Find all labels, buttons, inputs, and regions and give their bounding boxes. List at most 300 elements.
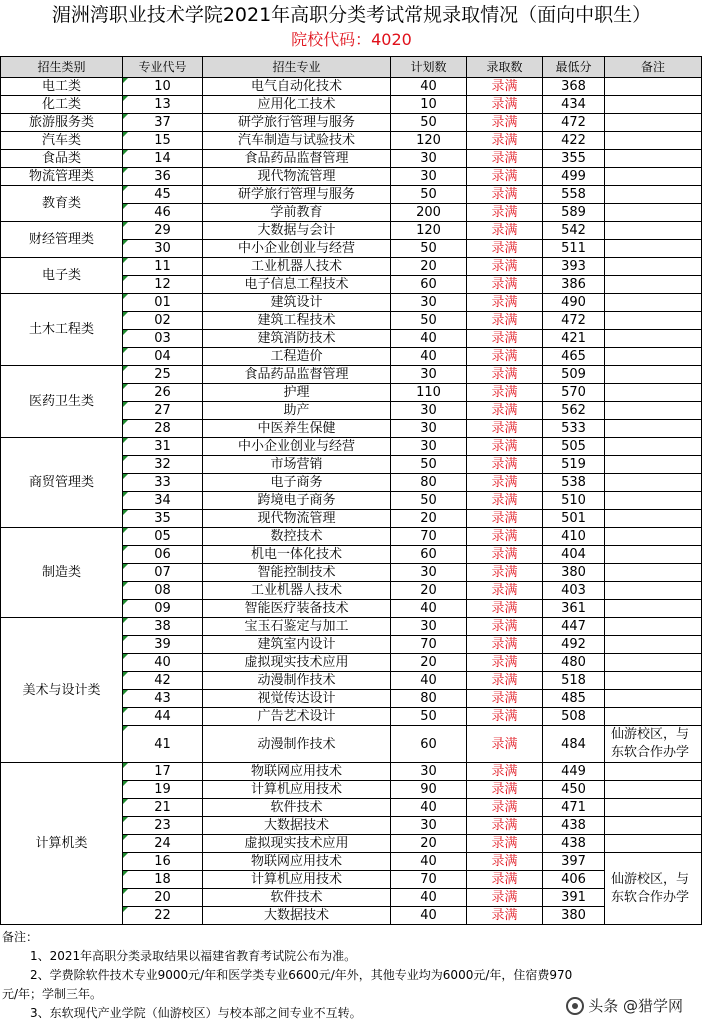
remarks-cell: [605, 528, 702, 546]
min-score-cell: 368: [543, 78, 605, 96]
status-cell: 录满: [467, 150, 543, 168]
code-cell: 42: [123, 672, 203, 690]
major-cell: 数控技术: [203, 528, 391, 546]
remarks-cell: [605, 817, 702, 835]
header-min-score: 最低分: [543, 57, 605, 78]
code-cell: 26: [123, 384, 203, 402]
remarks-cell: [605, 222, 702, 240]
remarks-cell: [605, 763, 702, 781]
plan-cell: 30: [391, 294, 467, 312]
remarks-cell: [605, 690, 702, 708]
min-score-cell: 397: [543, 853, 605, 871]
major-cell: 食品药品监督管理: [203, 150, 391, 168]
min-score-cell: 406: [543, 871, 605, 889]
min-score-cell: 492: [543, 636, 605, 654]
major-cell: 中小企业创业与经营: [203, 240, 391, 258]
plan-cell: 20: [391, 258, 467, 276]
table-header-row: [1, 57, 702, 78]
table-row: [1, 96, 702, 114]
major-cell: 工业机器人技术: [203, 582, 391, 600]
code-cell: 06: [123, 546, 203, 564]
min-score-cell: 505: [543, 438, 605, 456]
major-cell: 机电一体化技术: [203, 546, 391, 564]
page-title: 湄洲湾职业技术学院2021年高职分类考试常规录取情况（面向中职生）: [51, 4, 652, 26]
status-cell: 录满: [467, 871, 543, 889]
plan-cell: 50: [391, 114, 467, 132]
plan-cell: 40: [391, 600, 467, 618]
category-cell: 医药卫生类: [1, 366, 123, 438]
status-cell: 录满: [467, 835, 543, 853]
remarks-cell: [605, 330, 702, 348]
plan-cell: 90: [391, 781, 467, 799]
table-row: [1, 763, 702, 781]
min-score-cell: 501: [543, 510, 605, 528]
status-cell: 录满: [467, 384, 543, 402]
table-row: [1, 78, 702, 96]
remarks-cell: [605, 438, 702, 456]
remarks-cell: [605, 240, 702, 258]
major-cell: 建筑设计: [203, 294, 391, 312]
remarks-cell: [605, 366, 702, 384]
major-cell: 物联网应用技术: [203, 853, 391, 871]
remarks-cell: [605, 78, 702, 96]
plan-cell: 50: [391, 312, 467, 330]
plan-cell: 50: [391, 492, 467, 510]
status-cell: 录满: [467, 654, 543, 672]
status-cell: 录满: [467, 763, 543, 781]
major-cell: 视觉传达设计: [203, 690, 391, 708]
major-cell: 护理: [203, 384, 391, 402]
table-row: [1, 132, 702, 150]
status-cell: 录满: [467, 330, 543, 348]
min-score-cell: 490: [543, 294, 605, 312]
major-cell: 宝玉石鉴定与加工: [203, 618, 391, 636]
status-cell: 录满: [467, 510, 543, 528]
status-cell: 录满: [467, 907, 543, 925]
min-score-cell: 410: [543, 528, 605, 546]
toutiao-icon: [566, 997, 584, 1015]
major-cell: 工业机器人技术: [203, 258, 391, 276]
min-score-cell: 511: [543, 240, 605, 258]
status-cell: 录满: [467, 672, 543, 690]
code-cell: 17: [123, 763, 203, 781]
plan-cell: 40: [391, 799, 467, 817]
major-cell: 大数据技术: [203, 907, 391, 925]
note-item: 元/年；学制三年。: [2, 987, 103, 1001]
code-cell: 40: [123, 654, 203, 672]
plan-cell: 50: [391, 708, 467, 726]
table-row: [1, 150, 702, 168]
table-row: [1, 294, 702, 312]
remarks-cell: [605, 168, 702, 186]
code-cell: 25: [123, 366, 203, 384]
major-cell: 现代物流管理: [203, 168, 391, 186]
code-cell: 16: [123, 853, 203, 871]
table-row: [1, 114, 702, 132]
status-cell: 录满: [467, 168, 543, 186]
min-score-cell: 450: [543, 781, 605, 799]
min-score-cell: 449: [543, 763, 605, 781]
code-cell: 08: [123, 582, 203, 600]
remarks-cell: [605, 564, 702, 582]
status-cell: 录满: [467, 564, 543, 582]
min-score-cell: 509: [543, 366, 605, 384]
min-score-cell: 499: [543, 168, 605, 186]
remarks-cell: [605, 600, 702, 618]
status-cell: 录满: [467, 546, 543, 564]
major-cell: 智能医疗装备技术: [203, 600, 391, 618]
plan-cell: 40: [391, 907, 467, 925]
plan-cell: 30: [391, 420, 467, 438]
remarks-cell: [605, 186, 702, 204]
min-score-cell: 403: [543, 582, 605, 600]
code-cell: 20: [123, 889, 203, 907]
category-cell: 制造类: [1, 528, 123, 618]
remarks-cell: [605, 276, 702, 294]
remarks-cell: [605, 204, 702, 222]
plan-cell: 40: [391, 78, 467, 96]
remarks-cell: [605, 582, 702, 600]
min-score-cell: 422: [543, 132, 605, 150]
status-cell: 录满: [467, 132, 543, 150]
min-score-cell: 447: [543, 618, 605, 636]
code-cell: 37: [123, 114, 203, 132]
code-cell: 13: [123, 96, 203, 114]
code-cell: 09: [123, 600, 203, 618]
major-cell: 汽车制造与试验技术: [203, 132, 391, 150]
code-cell: 02: [123, 312, 203, 330]
major-cell: 电子信息工程技术: [203, 276, 391, 294]
school-code: 院校代码：4020: [291, 30, 412, 49]
code-cell: 14: [123, 150, 203, 168]
notes-heading: 备注：: [2, 930, 39, 944]
header-code: 专业代号: [123, 57, 203, 78]
status-cell: 录满: [467, 240, 543, 258]
plan-cell: 30: [391, 168, 467, 186]
min-score-cell: 438: [543, 835, 605, 853]
major-cell: 市场营销: [203, 456, 391, 474]
plan-cell: 30: [391, 402, 467, 420]
category-cell: 教育类: [1, 186, 123, 222]
status-cell: 录满: [467, 114, 543, 132]
min-score-cell: 558: [543, 186, 605, 204]
min-score-cell: 589: [543, 204, 605, 222]
min-score-cell: 472: [543, 114, 605, 132]
major-cell: 现代物流管理: [203, 510, 391, 528]
min-score-cell: 533: [543, 420, 605, 438]
code-cell: 01: [123, 294, 203, 312]
category-cell: 电工类: [1, 78, 123, 96]
code-cell: 19: [123, 781, 203, 799]
code-cell: 21: [123, 799, 203, 817]
code-cell: 36: [123, 168, 203, 186]
status-cell: 录满: [467, 204, 543, 222]
min-score-cell: 404: [543, 546, 605, 564]
note-item: 3、东软现代产业学院（仙游校区）与校本部之间专业不互转。: [30, 1006, 362, 1020]
plan-cell: 50: [391, 240, 467, 258]
major-cell: 跨境电子商务: [203, 492, 391, 510]
header-plan: 计划数: [391, 57, 467, 78]
remarks-cell: [605, 312, 702, 330]
status-cell: 录满: [467, 474, 543, 492]
major-cell: 应用化工技术: [203, 96, 391, 114]
remarks-cell: [605, 781, 702, 799]
code-cell: 34: [123, 492, 203, 510]
min-score-cell: 538: [543, 474, 605, 492]
major-cell: 广告艺术设计: [203, 708, 391, 726]
code-cell: 07: [123, 564, 203, 582]
min-score-cell: 391: [543, 889, 605, 907]
min-score-cell: 386: [543, 276, 605, 294]
table-row: [1, 222, 702, 240]
status-cell: 录满: [467, 492, 543, 510]
code-cell: 31: [123, 438, 203, 456]
plan-cell: 60: [391, 546, 467, 564]
min-score-cell: 434: [543, 96, 605, 114]
plan-cell: 50: [391, 186, 467, 204]
remarks-cell: [605, 258, 702, 276]
major-cell: 虚拟现实技术应用: [203, 835, 391, 853]
major-cell: 软件技术: [203, 889, 391, 907]
table-row: [1, 618, 702, 636]
status-cell: 录满: [467, 781, 543, 799]
status-cell: 录满: [467, 366, 543, 384]
plan-cell: 20: [391, 510, 467, 528]
status-cell: 录满: [467, 636, 543, 654]
status-cell: 录满: [467, 853, 543, 871]
table-row: [1, 438, 702, 456]
note-item: 2、学费除软件技术专业9000元/年和医学类专业6600元/年外，其他专业均为6000元/年，住宿费970: [30, 968, 573, 982]
category-cell: 食品类: [1, 150, 123, 168]
header-category: 招生类别: [1, 57, 123, 78]
min-score-cell: 518: [543, 672, 605, 690]
table-row: [1, 258, 702, 276]
plan-cell: 80: [391, 474, 467, 492]
status-cell: 录满: [467, 312, 543, 330]
remarks-cell: [605, 402, 702, 420]
code-cell: 15: [123, 132, 203, 150]
major-cell: 大数据与会计: [203, 222, 391, 240]
remarks-cell: [605, 636, 702, 654]
remarks-cell: [605, 799, 702, 817]
plan-cell: 20: [391, 654, 467, 672]
major-cell: 计算机应用技术: [203, 781, 391, 799]
status-cell: 录满: [467, 799, 543, 817]
plan-cell: 110: [391, 384, 467, 402]
status-cell: 录满: [467, 582, 543, 600]
status-cell: 录满: [467, 96, 543, 114]
plan-cell: 200: [391, 204, 467, 222]
min-score-cell: 480: [543, 654, 605, 672]
remarks-cell: [605, 384, 702, 402]
min-score-cell: 472: [543, 312, 605, 330]
plan-cell: 70: [391, 528, 467, 546]
table-body: [1, 78, 702, 925]
watermark: [560, 993, 689, 1018]
min-score-cell: 485: [543, 690, 605, 708]
min-score-cell: 465: [543, 348, 605, 366]
code-cell: 11: [123, 258, 203, 276]
major-cell: 电气自动化技术: [203, 78, 391, 96]
remarks-cell: [605, 492, 702, 510]
plan-cell: 30: [391, 366, 467, 384]
plan-cell: 40: [391, 672, 467, 690]
min-score-cell: 484: [543, 726, 605, 763]
remarks-cell: [605, 474, 702, 492]
remarks-cell: [605, 96, 702, 114]
status-cell: 录满: [467, 726, 543, 763]
plan-cell: 40: [391, 330, 467, 348]
remarks-cell: [605, 835, 702, 853]
plan-cell: 40: [391, 853, 467, 871]
remarks-cell: [605, 708, 702, 726]
code-cell: 27: [123, 402, 203, 420]
category-cell: 电子类: [1, 258, 123, 294]
major-cell: 助产: [203, 402, 391, 420]
min-score-cell: 380: [543, 564, 605, 582]
status-cell: 录满: [467, 618, 543, 636]
code-cell: 10: [123, 78, 203, 96]
status-cell: 录满: [467, 222, 543, 240]
remarks-cell: [605, 618, 702, 636]
remarks-cell: [605, 114, 702, 132]
table-row: [1, 528, 702, 546]
min-score-cell: 438: [543, 817, 605, 835]
table-row: [1, 366, 702, 384]
code-cell: 43: [123, 690, 203, 708]
plan-cell: 20: [391, 582, 467, 600]
header-remarks: 备注: [605, 57, 702, 78]
remarks-cell: [605, 654, 702, 672]
min-score-cell: 393: [543, 258, 605, 276]
code-cell: 33: [123, 474, 203, 492]
watermark-text: 头条 @猎学网: [588, 997, 683, 1015]
code-cell: 04: [123, 348, 203, 366]
major-cell: 软件技术: [203, 799, 391, 817]
plan-cell: 60: [391, 276, 467, 294]
plan-cell: 30: [391, 150, 467, 168]
major-cell: 建筑消防技术: [203, 330, 391, 348]
code-cell: 38: [123, 618, 203, 636]
status-cell: 录满: [467, 186, 543, 204]
plan-cell: 70: [391, 871, 467, 889]
plan-cell: 80: [391, 690, 467, 708]
code-cell: 12: [123, 276, 203, 294]
status-cell: 录满: [467, 402, 543, 420]
note-item: 1、2021年高职分类录取结果以福建省教育考试院公布为准。: [30, 949, 357, 963]
status-cell: 录满: [467, 276, 543, 294]
major-cell: 大数据技术: [203, 817, 391, 835]
major-cell: 建筑室内设计: [203, 636, 391, 654]
major-cell: 研学旅行管理与服务: [203, 186, 391, 204]
code-cell: 24: [123, 835, 203, 853]
category-cell: 土木工程类: [1, 294, 123, 366]
code-cell: 28: [123, 420, 203, 438]
table-row: [1, 168, 702, 186]
category-cell: 旅游服务类: [1, 114, 123, 132]
plan-cell: 50: [391, 456, 467, 474]
remarks-cell: [605, 132, 702, 150]
code-cell: 32: [123, 456, 203, 474]
plan-cell: 40: [391, 889, 467, 907]
remarks-cell: [605, 672, 702, 690]
header-major: 招生专业: [203, 57, 391, 78]
plan-cell: 120: [391, 132, 467, 150]
status-cell: 录满: [467, 528, 543, 546]
major-cell: 物联网应用技术: [203, 763, 391, 781]
code-cell: 45: [123, 186, 203, 204]
code-cell: 35: [123, 510, 203, 528]
status-cell: 录满: [467, 258, 543, 276]
min-score-cell: 471: [543, 799, 605, 817]
code-cell: 22: [123, 907, 203, 925]
code-cell: 30: [123, 240, 203, 258]
code-cell: 46: [123, 204, 203, 222]
plan-cell: 30: [391, 618, 467, 636]
min-score-cell: 542: [543, 222, 605, 240]
plan-cell: 70: [391, 636, 467, 654]
plan-cell: 10: [391, 96, 467, 114]
category-cell: 计算机类: [1, 763, 123, 925]
plan-cell: 30: [391, 817, 467, 835]
min-score-cell: 380: [543, 907, 605, 925]
code-cell: 41: [123, 726, 203, 763]
remarks-cell: [605, 456, 702, 474]
major-cell: 中医养生保健: [203, 420, 391, 438]
plan-cell: 30: [391, 564, 467, 582]
code-cell: 39: [123, 636, 203, 654]
min-score-cell: 510: [543, 492, 605, 510]
category-cell: 美术与设计类: [1, 618, 123, 763]
status-cell: 录满: [467, 78, 543, 96]
category-cell: 汽车类: [1, 132, 123, 150]
min-score-cell: 570: [543, 384, 605, 402]
remarks-cell: [605, 510, 702, 528]
min-score-cell: 421: [543, 330, 605, 348]
remarks-cell: [605, 546, 702, 564]
table-row: [1, 186, 702, 204]
major-cell: 研学旅行管理与服务: [203, 114, 391, 132]
major-cell: 学前教育: [203, 204, 391, 222]
status-cell: 录满: [467, 294, 543, 312]
major-cell: 中小企业创业与经营: [203, 438, 391, 456]
min-score-cell: 519: [543, 456, 605, 474]
remarks-cell: 仙游校区，与东软合作办学: [605, 726, 702, 763]
status-cell: 录满: [467, 348, 543, 366]
plan-cell: 30: [391, 438, 467, 456]
code-cell: 05: [123, 528, 203, 546]
header-admitted: 录取数: [467, 57, 543, 78]
plan-cell: 20: [391, 835, 467, 853]
min-score-cell: 361: [543, 600, 605, 618]
status-cell: 录满: [467, 420, 543, 438]
major-cell: 动漫制作技术: [203, 672, 391, 690]
remarks-cell: [605, 348, 702, 366]
min-score-cell: 508: [543, 708, 605, 726]
major-cell: 智能控制技术: [203, 564, 391, 582]
plan-cell: 30: [391, 763, 467, 781]
category-cell: 物流管理类: [1, 168, 123, 186]
status-cell: 录满: [467, 456, 543, 474]
major-cell: 建筑工程技术: [203, 312, 391, 330]
category-cell: 化工类: [1, 96, 123, 114]
min-score-cell: 562: [543, 402, 605, 420]
plan-cell: 120: [391, 222, 467, 240]
major-cell: 电子商务: [203, 474, 391, 492]
admission-table: [0, 56, 702, 925]
remarks-cell: 仙游校区，与东软合作办学: [605, 853, 702, 925]
category-cell: 商贸管理类: [1, 438, 123, 528]
